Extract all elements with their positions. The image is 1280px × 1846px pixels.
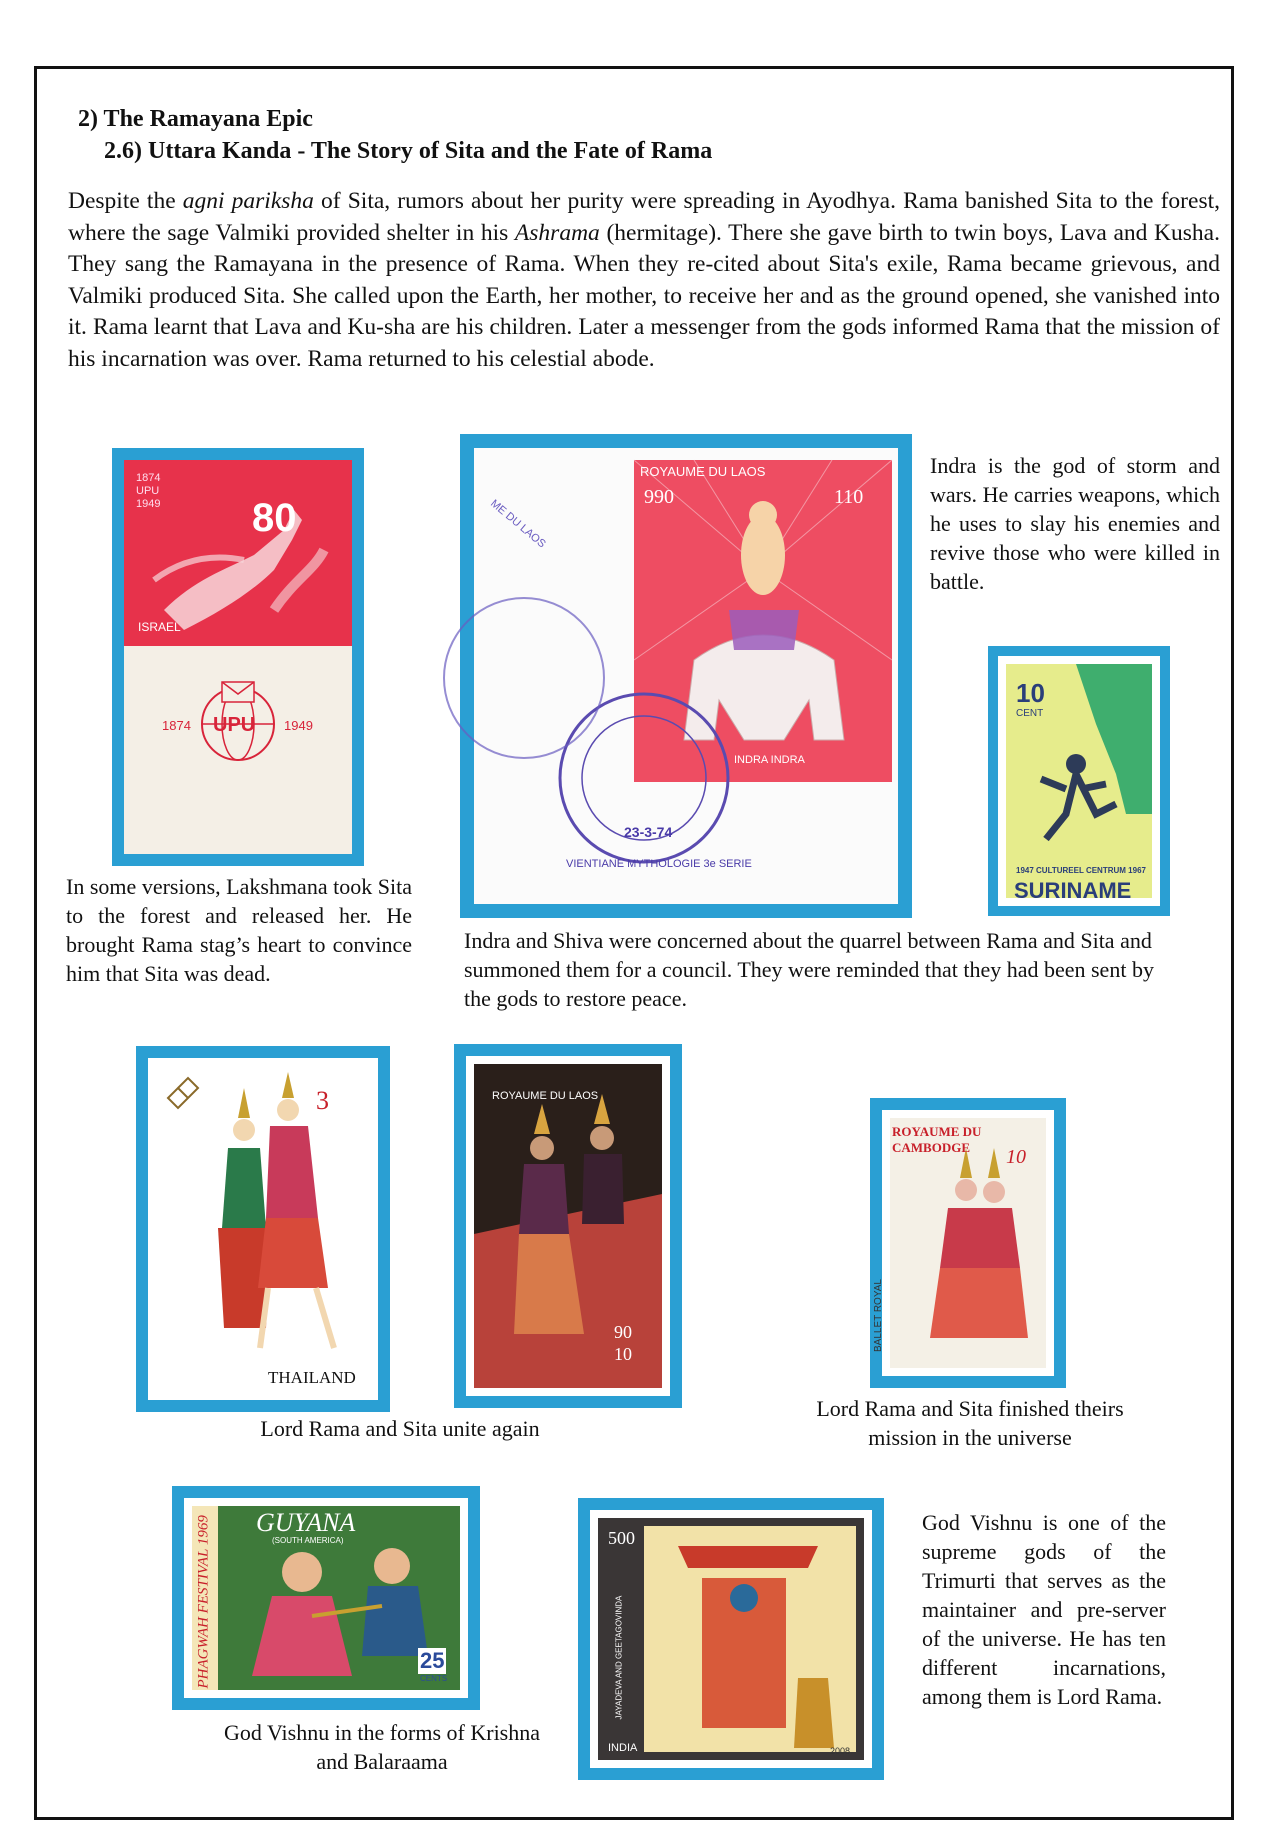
thailand-value: 3: [316, 1086, 329, 1115]
laos-indra-value-right: 110: [834, 486, 864, 508]
cambodia-country: ROYAUME DU CAMBODGE: [892, 1124, 982, 1155]
stamp-guyana: [172, 1486, 480, 1710]
laos-indra-value-left: 990: [644, 486, 674, 508]
caption-vishnu: God Vishnu is one of the supreme gods of the Trimurti that serves as the maintainer and pre-server of the universe. He has ten different incarnations, among them is Lord Rama.: [922, 1510, 1166, 1709]
laos-dancers-icon: [474, 1064, 662, 1388]
suriname-subtitle: 1947 CULTUREEL CENTRUM 1967: [1016, 866, 1146, 875]
stamp-cambodia: [870, 1098, 1066, 1388]
stamp-laos-indra: [460, 434, 912, 918]
suriname-unit: CENT: [1016, 708, 1044, 719]
upu-globe-icon: [124, 654, 352, 854]
cambodia-value: 10: [1006, 1146, 1026, 1168]
caption-finished: Lord Rama and Sita finished theirs mission in the universe: [816, 1396, 1124, 1450]
caption-unite: Lord Rama and Sita unite again: [260, 1416, 540, 1441]
laos-dance-country: ROYAUME DU LAOS: [492, 1090, 599, 1102]
guyana-festival: PHAGWAH FESTIVAL 1969: [195, 1515, 212, 1689]
israel-years: 1874 UPU 1949: [136, 472, 161, 510]
india-year: 2008: [830, 1746, 851, 1756]
guyana-unit: CENTS: [420, 1674, 448, 1683]
suriname-value: 10: [1016, 678, 1045, 708]
guyana-value: 25: [420, 1648, 445, 1673]
caption-lakshmana: In some versions, Lakshmana took Sita to the forest and released her. He brought Rama stag’s heart to convince him that Sita was dead.: [66, 874, 412, 986]
laos-dance-value2: 10: [614, 1344, 632, 1364]
caption-krishna: God Vishnu in the forms of Krishna and Balaraama: [223, 1720, 541, 1774]
caption-council: Indra and Shiva were concerned about the quarrel between Rama and Sita and summoned them for a council. They were reminded that they had been sent by the gods to restore peace.: [464, 928, 1154, 1011]
stamp-laos-dance: [454, 1044, 682, 1408]
israel-country: ISRAEL: [138, 620, 181, 634]
stamp-thailand: [136, 1046, 390, 1412]
subsection-title: 2.6) Uttara Kanda - The Story of Sita and the Fate of Rama: [104, 138, 713, 164]
tab-year-2: 1949: [284, 718, 313, 733]
laos-indra-country: ROYAUME DU LAOS: [640, 464, 766, 479]
intro-paragraph: Despite the agni pariksha of Sita, rumors about her purity were spreading in Ayodhya. Rama banished Sita to the forest, where the sage Valmiki provided shelter in his Ashrama (hermitage). There she gave birth to twin boys, Lava and Kusha. They sang the Ramayana in the presence of Rama. When they re-cited about Sita's exile, Rama became grievous, and Valmiki produced Sita. She called upon the Earth, her mother, to receive her and as the ground opened, she vanished into it. Rama learnt that Lava and Ku-sha are his children. Later a messenger from the gods informed Rama that the mission of his incarnation was over. Rama returned to his celestial abode.: [68, 188, 1220, 372]
laos-dance-value: 90: [614, 1322, 632, 1342]
postmark-2-text: ME DU LAOS: [488, 497, 548, 551]
guyana-country: GUYANA: [256, 1508, 356, 1537]
stamp-india: [578, 1498, 884, 1780]
jayadeva-painting-icon: [598, 1518, 864, 1760]
caption-indra: Indra is the god of storm and wars. He carries weapons, which he uses to slay his enemies and revive those who were killed in battle.: [930, 453, 1220, 594]
guyana-sub: (SOUTH AMERICA): [272, 1536, 344, 1545]
india-country: INDIA: [608, 1742, 638, 1754]
thailand-country: THAILAND: [268, 1368, 356, 1387]
postmark-icon: [514, 628, 774, 888]
postmark-date: 23-3-74: [624, 824, 673, 840]
israel-value: 80: [252, 496, 297, 540]
india-side: JAYADEVA AND GEETAGOVINDA: [614, 1595, 624, 1720]
suriname-country: SURINAME: [1014, 878, 1132, 903]
india-value: 500: [608, 1528, 635, 1548]
tab-upu: UPU: [213, 714, 256, 736]
dancers-icon: [148, 1058, 378, 1400]
postmark-text: VIENTIANE MYTHOLOGIE 3e SERIE: [566, 858, 752, 870]
section-title: 2) The Ramayana Epic: [78, 106, 313, 132]
cambodia-side: BALLET ROYAL: [873, 1279, 884, 1352]
tab-year-1: 1874: [162, 718, 191, 733]
laos-indra-caption: INDRA INDRA: [734, 754, 805, 766]
stamp-suriname: [988, 646, 1170, 916]
stamp-israel: [112, 448, 364, 866]
